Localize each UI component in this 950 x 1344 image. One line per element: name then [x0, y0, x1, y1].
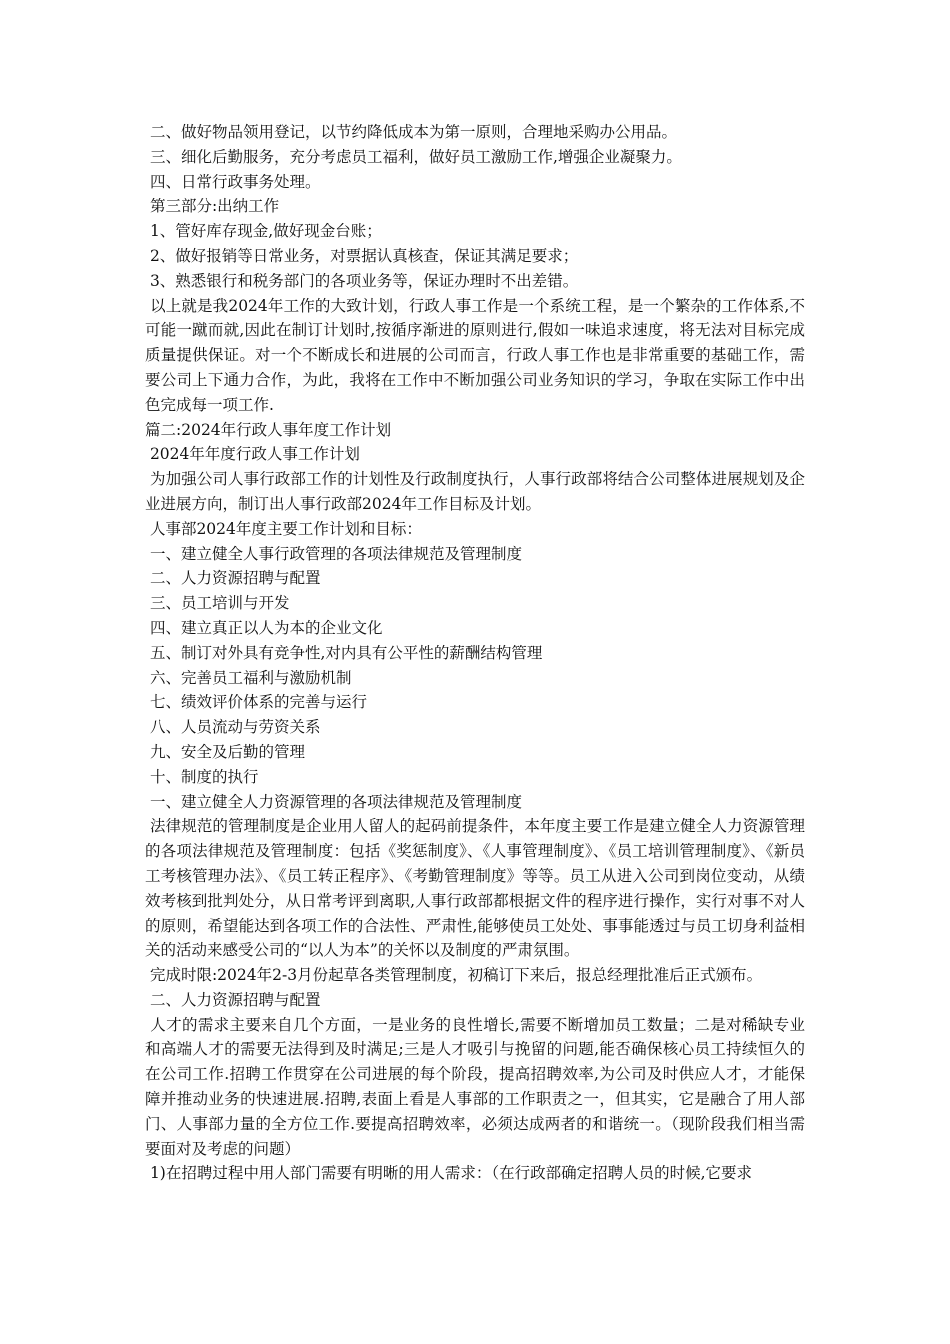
- list-item: 九、安全及后勤的管理: [145, 742, 305, 761]
- list-item: 七、绩效评价体系的完善与运行: [145, 693, 367, 712]
- paragraph: 1、管好库存现金,做好现金台账；: [145, 222, 382, 241]
- list-item: 六、完善员工福利与激励机制: [145, 668, 352, 687]
- section-heading: 一、建立健全人力资源管理的各项法律规范及管理制度: [145, 792, 522, 811]
- plan-title: 2024年年度行政人事工作计划: [145, 445, 360, 464]
- paragraph: 四、日常行政事务处理。: [145, 172, 321, 191]
- list-item: 八、人员流动与劳资关系: [145, 718, 321, 737]
- paragraph: 完成时限:2024年2-3月份起草各类管理制度，初稿订下来后，报总经理批准后正式颁布。: [145, 966, 763, 985]
- list-item: 十、制度的执行: [145, 767, 259, 786]
- paragraph: 2、做好报销等日常业务，对票据认真核查，保证其满足要求；: [145, 246, 579, 265]
- paragraph: 三、细化后勤服务，充分考虑员工福利，做好员工激励工作,增强企业凝聚力。: [145, 147, 682, 166]
- list-item: 四、建立真正以人为本的企业文化: [145, 618, 383, 637]
- list-item: 二、人力资源招聘与配置: [145, 569, 321, 588]
- paragraph: 为加强公司人事行政部工作的计划性及行政制度执行，人事行政部将结合公司整体进展规划及企业进展方向，制订出人事行政部2024年工作目标及计划。: [145, 470, 805, 513]
- paragraph: 人才的需求主要来自几个方面，一是业务的良性增长,需要不断增加员工数量；二是对稀缺专业和高端人才的需要无法得到及时满足;三是人才吸引与挽留的问题,能否确保核心员工持续恒久的在公司工作.招聘工作贯穿在公司进展的每个阶段，提高招聘效率,为公司及时供应人才，才能保障并推动业务的快速进展.招聘,表面上看是人事部的工作职责之一，但其实，它是融合了用人部门、人事部力量的全方位工作.要提高招聘效率，必须达成两者的和谐统一。（现阶段我们相当需要面对及考虑的问题）: [145, 1015, 805, 1158]
- paragraph: 二、做好物品领用登记，以节约降低成本为第一原则，合理地采购办公用品。: [145, 123, 677, 141]
- paragraph: 以上就是我2024年工作的大致计划，行政人事工作是一个系统工程，是一个繁杂的工作体系,不可能一蹴而就,因此在制订计划时,按循序渐进的原则进行,假如一味追求速度，将无法对目标完成质量提供保证。对一个不断成长和进展的公司而言，行政人事工作也是非常重要的基础工作，需要公司上下通力合作，为此，我将在工作中不断加强公司业务知识的学习，争取在实际工作中出色完成每一项工作.: [145, 296, 805, 414]
- section-heading: 第三部分:出纳工作: [145, 197, 280, 216]
- list-item: 一、建立健全人事行政管理的各项法律规范及管理制度: [145, 544, 522, 563]
- list-item: 五、制订对外具有竞争性,对内具有公平性的薪酬结构管理: [145, 643, 543, 662]
- document-page: [145, 120, 805, 1186]
- chapter-heading: 篇二:2024年行政人事年度工作计划: [145, 420, 392, 439]
- section-heading: 二、人力资源招聘与配置: [145, 990, 321, 1009]
- paragraph: 法律规范的管理制度是企业用人留人的起码前提条件，本年度主要工作是建立健全人力资源管理的各项法律规范及管理制度：包括《奖惩制度》、《人事管理制度》、《员工培训管理制度》、《新员工考核管理办法》、《员工转正程序》、《考勤管理制度》等等。员工从进入公司到岗位变动，从绩效考核到批判处分，从日常考评到离职,人事行政部都根据文件的程序进行操作，实行对事不对人的原则，希望能达到各项工作的合法性、严肃性,能够使员工处处、事事能透过与员工切身利益相关的活动来感受公司的“以人为本”的关怀以及制度的严肃氛围。: [145, 817, 805, 960]
- paragraph: 3、熟悉银行和税务部门的各项业务等，保证办理时不出差错。: [145, 271, 579, 290]
- paragraph: 1)在招聘过程中用人部门需要有明晰的用人需求：（在行政部确定招聘人员的时候,它要求: [145, 1164, 753, 1183]
- list-item: 三、员工培训与开发: [145, 594, 290, 613]
- paragraph: 人事部2024年度主要工作计划和目标：: [145, 519, 422, 538]
